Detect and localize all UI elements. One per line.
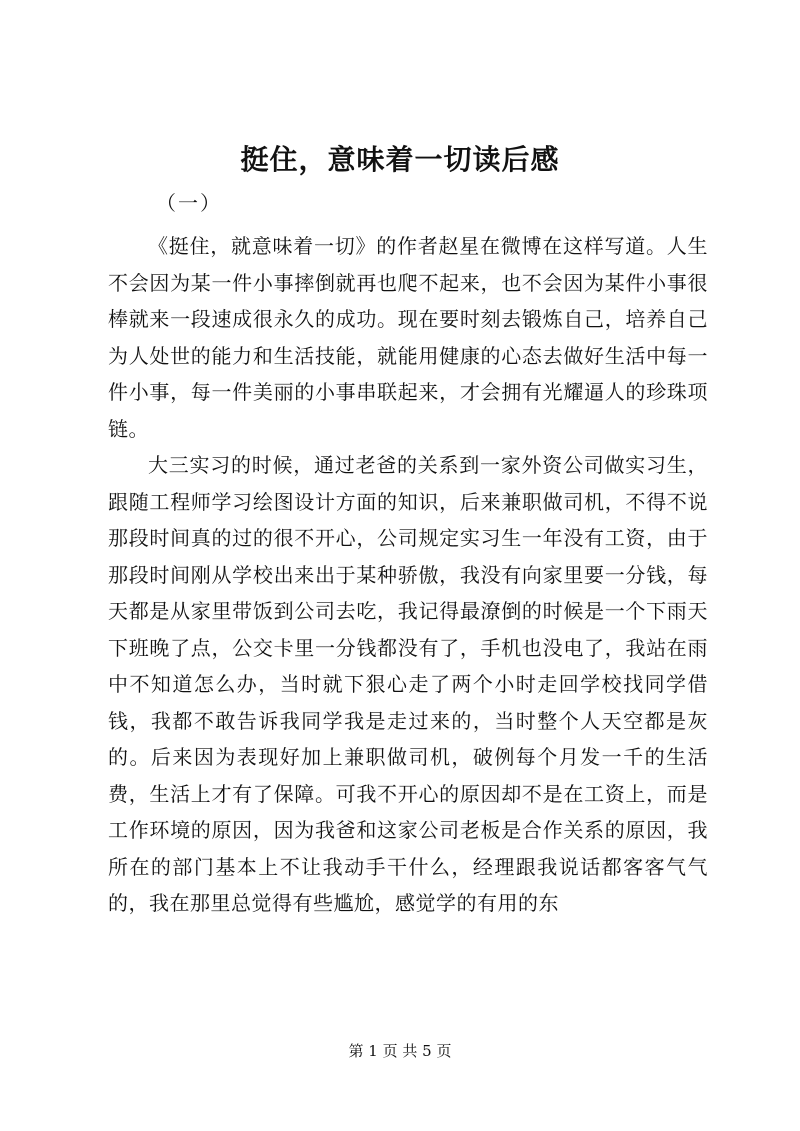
document-body: [108, 228, 708, 922]
paragraph-1: 《挺住，就意味着一切》的作者赵星在微博在这样写道。人生不会因为某一件小事摔倒就再也爬不起来，也不会因为某件小事很棒就来一段速成很永久的成功。现在要时刻去锻炼自己，培养自己为人处世的能力和生活技能，就能用健康的心态去做好生活中每一件小事，每一件美丽的小事串联起来，才会拥有光耀逼人的珍珠项链。: [108, 234, 708, 441]
page-footer: 第 1 页 共 5 页: [348, 1042, 452, 1060]
document-title: 挺住，意味着一切读后感: [240, 143, 560, 176]
paragraph-2: 大三实习的时候，通过老爸的关系到一家外资公司做实习生，跟随工程师学习绘图设计方面的知识，后来兼职做司机，不得不说那段时间真的过的很不开心，公司规定实习生一年没有工资，由于那段时间刚从学校出来出于某种骄傲，我没有向家里要一分钱，每天都是从家里带饭到公司去吃，我记得最潦倒的时候是一个下雨天下班晚了点，公交卡里一分钱都没有了，手机也没电了，我站在雨中不知道怎么办，当时就下狠心走了两个小时走回学校找同学借钱，我都不敢告诉我同学我是走过来的，当时整个人天空都是灰的。后来因为表现好加上兼职做司机，破例每个月发一千的生活费，生活上才有了保障。可我不开心的原因却不是在工资上，而是工作环境的原因，因为我爸和这家公司老板是合作关系的原因，我所在的部门基本上不让我动手干什么，经理跟我说话都客客气气的，我在那里总觉得有些尴尬，感觉学的有用的东: [108, 453, 708, 915]
section-marker: （一）: [156, 191, 222, 215]
